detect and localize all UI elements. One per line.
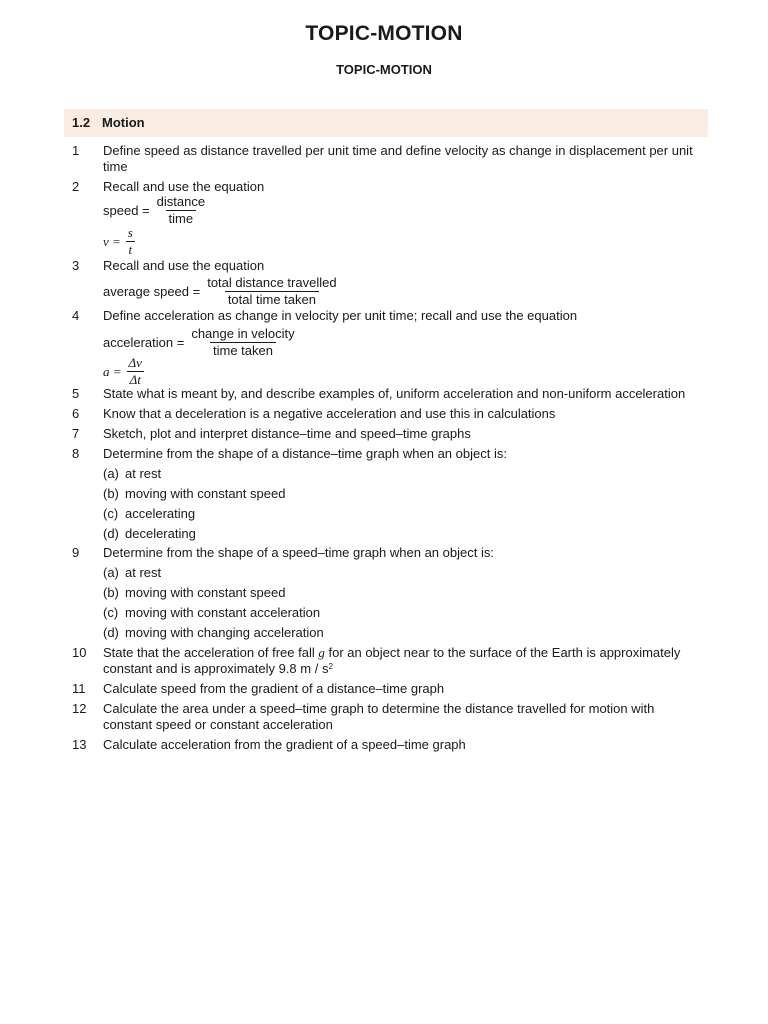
item-number: 7 [72, 426, 80, 441]
equation-lhs: a = [103, 363, 122, 379]
item-number: 3 [72, 258, 80, 273]
sub-item-text: moving with constant speed [125, 585, 286, 600]
item-number: 6 [72, 406, 80, 421]
sub-item-text: moving with changing acceleration [125, 625, 324, 640]
item-text: Define acceleration as change in velocity per unit time; recall and use the equation [103, 308, 578, 323]
item-number: 10 [72, 645, 87, 660]
equation-v [103, 226, 136, 257]
fraction-denominator: t [126, 241, 136, 257]
fraction-numerator: Δv [128, 355, 142, 370]
equation-average-speed [103, 276, 340, 307]
page-subtitle: TOPIC-MOTION [336, 62, 432, 77]
variable-g: g [318, 645, 325, 660]
item-text: Determine from the shape of a distance–time graph when an object is: [103, 446, 507, 461]
item-text: Determine from the shape of a speed–time graph when an object is: [103, 545, 494, 560]
item-text [103, 661, 703, 677]
sub-item-letter: (b) [103, 585, 119, 600]
sub-item-letter: (d) [103, 526, 119, 541]
item-number: 2 [72, 179, 80, 194]
item-number: 1 [72, 143, 80, 158]
item-number: 4 [72, 308, 80, 323]
item-text: Calculate the area under a speed–time graph to determine the distance travelled for motion with [103, 701, 655, 716]
sub-item-text: at rest [125, 466, 162, 481]
item-text: Know that a deceleration is a negative acceleration and use this in calculations [103, 406, 556, 421]
item-number: 9 [72, 545, 80, 560]
sub-item-text: moving with constant acceleration [125, 605, 321, 620]
fraction-denominator: Δt [127, 371, 144, 387]
item-text: constant speed or constant acceleration [103, 717, 333, 732]
fraction-numerator: s [127, 225, 133, 240]
sub-item-letter: (d) [103, 625, 119, 640]
sub-item-letter: (a) [103, 565, 119, 580]
equation-a [103, 356, 145, 387]
fraction-numerator: distance [156, 194, 206, 209]
fraction [154, 195, 208, 226]
item-text: Calculate speed from the gradient of a distance–time graph [103, 681, 445, 696]
fraction [126, 356, 145, 387]
item-text: Sketch, plot and interpret distance–time and speed–time graphs [103, 426, 471, 441]
item-number: 13 [72, 737, 87, 752]
fraction [125, 226, 136, 257]
item-number: 8 [72, 446, 80, 461]
sub-item-text: at rest [125, 565, 162, 580]
fraction [188, 327, 297, 358]
item-text: time [103, 159, 128, 174]
equation-acceleration [103, 327, 298, 358]
item-text-part: State that the acceleration of free fall [103, 645, 319, 660]
fraction-numerator: change in velocity [191, 326, 295, 341]
item-text: Calculate acceleration from the gradient of a speed–time graph [103, 737, 466, 752]
sub-item-letter: (b) [103, 486, 119, 501]
sub-item-letter: (c) [103, 605, 119, 620]
item-number: 11 [72, 681, 86, 696]
item-text: Define speed as distance travelled per unit time and define velocity as change in displacement per unit [103, 143, 693, 158]
equation-lhs: speed = [103, 203, 150, 218]
sub-item-text: accelerating [125, 506, 196, 521]
equation-lhs: average speed = [103, 284, 201, 299]
item-number: 12 [72, 701, 87, 716]
fraction [204, 276, 339, 307]
section-number: 1.2 [72, 115, 91, 130]
fraction-numerator: total distance travelled [207, 275, 337, 290]
fraction-denominator: total time taken [225, 291, 319, 307]
equation-lhs: v = [103, 233, 121, 249]
item-text-part: constant and is approximately 9.8 m / s [103, 661, 329, 676]
page-title: TOPIC-MOTION [305, 22, 463, 45]
equation-lhs: acceleration = [103, 335, 185, 350]
item-number: 5 [72, 386, 80, 401]
fraction-denominator: time [166, 210, 197, 226]
item-text [103, 645, 703, 661]
equation-speed [103, 195, 208, 226]
item-text: Recall and use the equation [103, 179, 265, 194]
section-title: Motion [102, 115, 145, 130]
sub-item-letter: (a) [103, 466, 119, 481]
fraction-denominator: time taken [210, 342, 276, 358]
item-text-part: for an object near to the surface of the Earth is approximately [324, 645, 681, 660]
superscript: 2 [328, 662, 333, 671]
sub-item-text: moving with constant speed [125, 486, 286, 501]
item-text: Recall and use the equation [103, 258, 265, 273]
item-text: State what is meant by, and describe examples of, uniform acceleration and non-uniform acceleration [103, 386, 686, 401]
sub-item-letter: (c) [103, 506, 119, 521]
sub-item-text: decelerating [125, 526, 196, 541]
